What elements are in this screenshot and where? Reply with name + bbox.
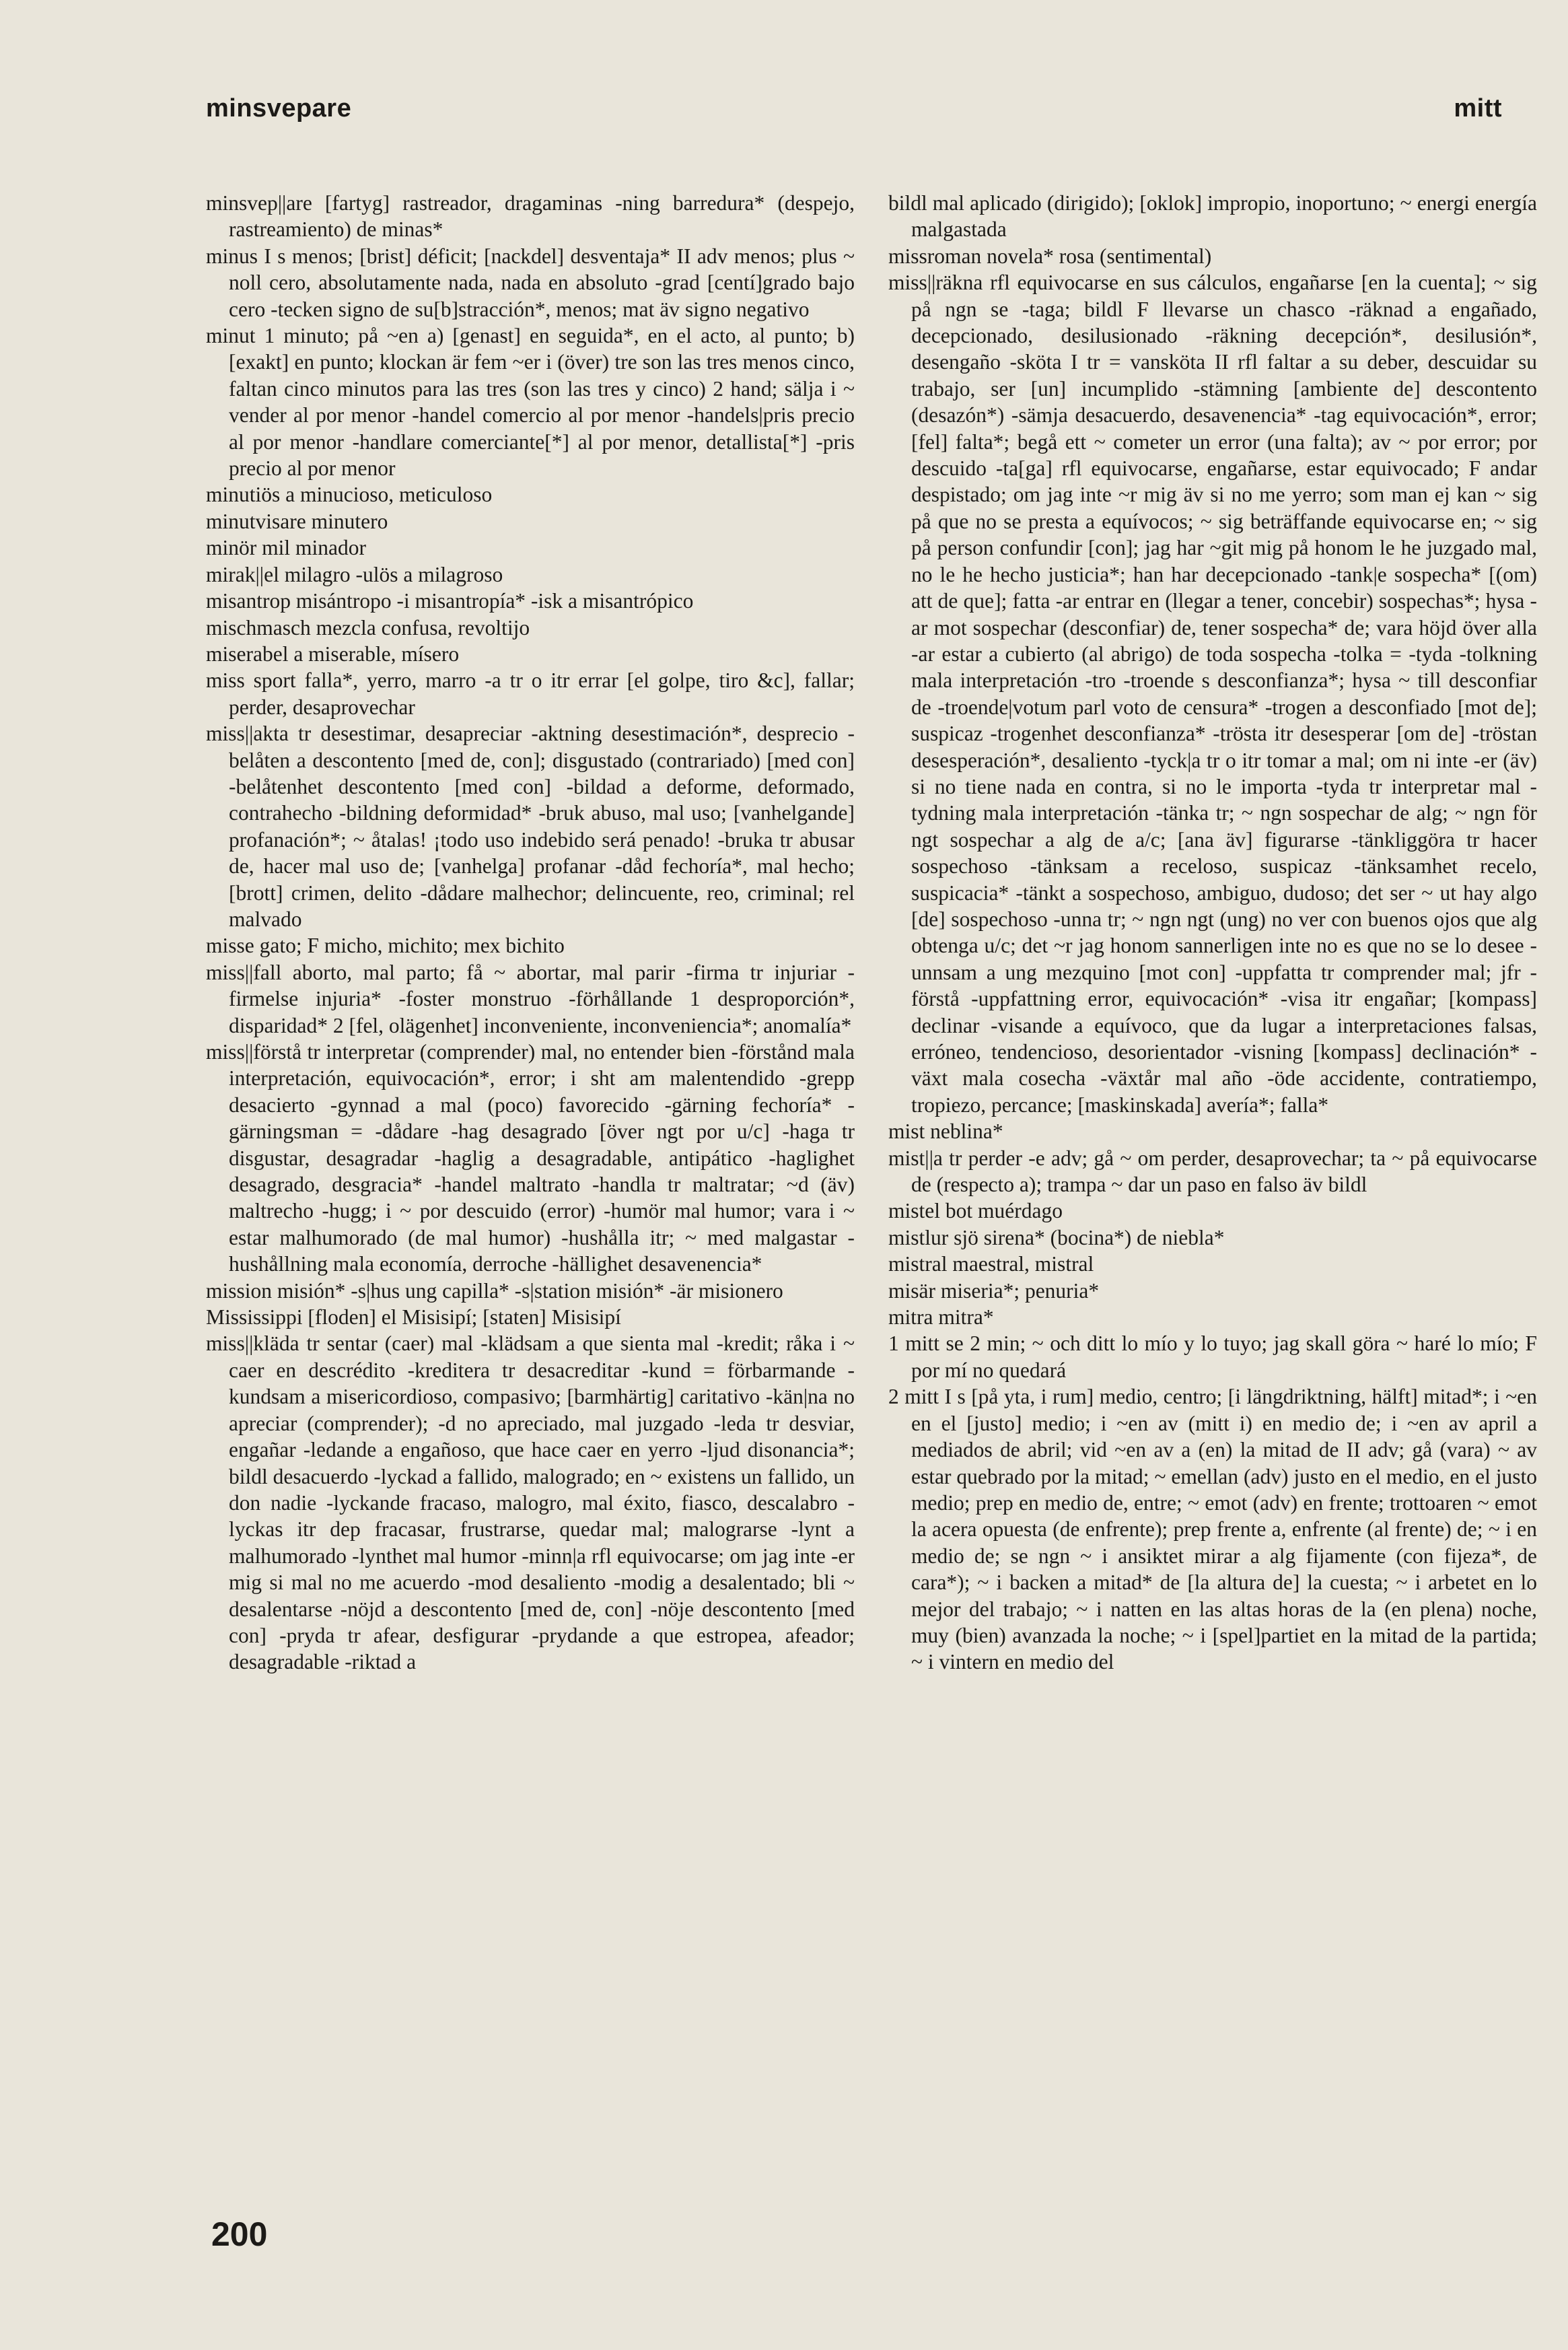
entry-mischmasch: mischmasch mezcla confusa, revoltijo (206, 615, 530, 640)
entry-missforsta: miss||förstå tr interpretar (comprender) mal, no entender bien -förstånd mala interpretación, equivocación*, error; i sht am malentendido -grepp desacierto -gynnad a mal (poco) favorecido -gärning fechoría* -gärningsman = -dådare -hag desagrado [över ngt por u/c] -haga tr disgustar, desagradar -haglig a desagradable, antipático -haglighet desagrado, desgracia* -handel maltrato -handla tr maltratar; ~d (äv) maltrecho -hugg; i ~ por descuido (error) -humör mal humor; vara i ~ estar malhumorado (de mal humor) -hushålla itr; ~ med malgastar -hushållning mala economía, derroche -hällighet desavenencia* (206, 1040, 855, 1276)
entry-mist: mist neblina* (888, 1119, 1003, 1144)
entry-mississippi: Mississippi [floden] el Misisipí; [staten] Misisipí (206, 1305, 621, 1329)
entry-minutios: minutiös a minucioso, meticuloso (206, 483, 493, 507)
entry-mitra: mitra mitra* (888, 1305, 994, 1329)
entry-mission: mission misión* -s|hus ung capilla* -s|station misión* -är misionero (206, 1278, 783, 1303)
entry-mistral: mistral maestral, mistral (888, 1252, 1094, 1276)
page-number: 200 (211, 2215, 268, 2253)
entry-minutvisare: minutvisare minutero (206, 509, 388, 533)
entry-mitt-2: 2 mitt I s [på yta, i rum] medio, centro; [i längdriktning, hälft] mitad*; i ~en en el [justo] medio; i ~en av (mitt i) en medio de; i ~en av april a mediados de abril; vid ~en av a (en) la mitad de II adv; gå (vara) ~ av estar quebrado por la mitad; ~ emellan (adv) justo en el medio, en el justo medio; prep en medio de, entre; ~ emot (adv) en frente; trottoaren ~ emot la acera opuesta (de enfrente); prep frente a, enfrente (al frente) de; ~ i en medio de; se ngn ~ i ansiktet mirar a alg fijamente (con fijeza*, de cara*); ~ i backen a mitad* de [la altura de] la cuesta; ~ i arbetet en lo mejor del trabajo; ~ i natten en las altas horas de la (en plena) noche, muy (bien) avanzada la noche; ~ i [spel]partiet en la mitad de la partida; ~ i vintern en medio del (888, 1385, 1537, 1674)
right-column (888, 190, 1537, 1675)
entry-missfall: miss||fall aborto, mal parto; få ~ abortar, mal parir -firma tr injuriar -firmelse injuria* -foster monstruo -förhållande 1 desproporción*, disparidad* 2 [fel, olägenhet] inconveniente, inconveniencia*; anomalía* (206, 960, 855, 1037)
entry-minsvepare: minsvep||are [fartyg] rastreador, dragaminas -ning barredura* (despejo, rastreamiento) de minas* (206, 191, 855, 242)
entry-continuation: bildl mal aplicado (dirigido); [oklok] impropio, inoportuno; ~ energi energía malgastada (888, 191, 1537, 242)
entry-miserabel: miserabel a miserable, mísero (206, 642, 460, 666)
entry-misar: misär miseria*; penuria* (888, 1278, 1100, 1303)
entry-missakta: miss||akta tr desestimar, desapreciar -aktning desestimación*, desprecio -belåten a descontento [med de, con]; disgustado (contrariado) [med con] -belåtenhet descontento [med con] -bildad a deforme, deformado, contrahecho -bildning deformidad* -bruk abuso, mal uso; [vanhelgande] profanación*; ~ åtalas! ¡todo uso indebido será penado! -bruka tr abusar de, hacer mal uso de; [vanhelga] profanar -dåd fechoría*, mal hecho; [brott] crimen, delito -dådare malhechor; delincuente, reo, criminal; rel malvado (206, 722, 855, 931)
entry-mistel: mistel bot muérdago (888, 1199, 1063, 1223)
entry-minus: minus I s menos; [brist] déficit; [nackdel] desventaja* II adv menos; plus ~ noll cero, absolutamente nada, nada en absoluto -grad [centí]grado bajo cero -tecken signo de su[b]stracción*, menos; mat äv signo negativo (206, 244, 855, 321)
entry-missrakna: miss||räkna rfl equivocarse en sus cálculos, engañarse [en la cuenta]; ~ sig på ngn se -taga; bildl F llevarse un chasco -räknad a engañado, decepcionado, desilusionado -räkning decepción*, desilusión*, desengaño -sköta I tr = vansköta II rfl faltar a su deber, descuidar su trabajo, ser [un] incumplido -stämning [ambiente de] descontento (desazón*) -sämja desacuerdo, desavenencia* -tag equivocación*, error; [fel] falta*; begå ett ~ cometer un error (una falta); av ~ por error; por descuido -ta[ga] rfl equivocarse, engañarse, estar equivocado; F andar despistado; om jag inte ~r mig äv si no me yerro; som man ej kan ~ sig på que no se presta a equívocos; ~ sig beträffande equivocarse en; ~ sig på person confundir [con]; jag har ~git mig på honom le he juzgado mal, no le he hecho justicia*; han har decepcionado -tank|e sospecha* [(om) att de que]; fatta -ar entrar en (llegar a tener, concebir) sospechas*; hysa -ar mot sospechar (desconfiar) de, tener sospecha* de; vara höjd över alla -ar estar a cubierto (al abrigo) de toda sospecha -tolka = -tyda -tolkning mala interpretación -tro -troende s desconfianza*; hysa ~ till desconfiar de -troende|votum parl voto de censura* -trogen a desconfiado [mot de]; suspicaz -trogenhet desconfianza* -trösta itr desesperar [om de] -tröstan desesperación*, desaliento -tyck|a tr o itr tomar a mal; om ni inte -er (äv) si no tiene nada en contra, si no le importa -tyda tr interpretar mal -tydning mala interpretación -tänka tr; ~ ngn sospechar de alg; ~ ngn för ngt sospechar a alg de a/c; [ana äv] figurarse -tänkliggöra tr hacer sospechoso -tänksam a receloso, suspicaz -tänksamhet recelo, suspicacia* -tänkt a sospechoso, ambiguo, dudoso; det ser ~ ut hay algo [de] sospechoso -unna tr; ~ ngn ngt (ung) no ver con buenos ojos que alg obtenga u/c; det ~r jag honom sannerligen inte no es que no se lo desee -unnsam a ung mezquino [mot con] -uppfatta tr comprender mal; jfr -förstå -uppfattning error, equivocación* -visa itr engañar; [kompass] declinar -visande a equívoco, que da lugar a interpretaciones falsas, erróneo, tendencioso, desorientador -visning [kompass] declinación* -växt mala cosecha -växtår mal año -öde accidente, contratiempo, tropiezo, percance; [maskinskada] avería*; falla* (888, 271, 1537, 1117)
right-guide-word: mitt (1454, 94, 1502, 123)
entry-misse: misse gato; F micho, michito; mex bichito (206, 934, 565, 958)
entry-miss: miss sport falla*, yerro, marro -a tr o itr errar [el golpe, tiro &c], fallar; perder, desaprovechar (206, 668, 855, 719)
entry-mista: mist||a tr perder -e adv; gå ~ om perder, desaprovechar; ta ~ på equivocarse de (respecto a); trampa ~ dar un paso en falso äv bildl (888, 1146, 1537, 1197)
entry-minut: minut 1 minuto; på ~en a) [genast] en seguida*, en el acto, al punto; b) [exakt] en punto; klockan är fem ~er i (över) tre son las tres menos cinco, faltan cinco minutos para las tres (son las tres y cinco) 2 hand; sälja i ~ vender al por menor -handel comercio al por menor -handels|pris precio al por menor -handlare comerciante[*] al por menor, detallista[*] -pris precio al por menor (206, 324, 855, 481)
entry-minor: minör mil minador (206, 536, 366, 560)
entry-mirakel: mirak||el milagro -ulös a milagroso (206, 562, 503, 586)
entry-mitt-1: 1 mitt se 2 min; ~ och ditt lo mío y lo tuyo; jag skall göra ~ haré lo mío; F por mí no quedará (888, 1332, 1537, 1382)
entry-missroman: missroman novela* rosa (sentimental) (888, 244, 1212, 268)
left-guide-word: minsvepare (206, 94, 352, 123)
entry-mistlur: mistlur sjö sirena* (bocina*) de niebla* (888, 1225, 1225, 1249)
left-column (206, 190, 855, 1675)
entry-misantrop: misantrop misántropo -i misantropía* -isk a misantrópico (206, 589, 694, 613)
entry-misskläda: miss||kläda tr sentar (caer) mal -klädsam a que sienta mal -kredit; råka i ~ caer en descrédito -kreditera tr desacreditar -kund = förbarmande -kundsam a misericordioso, compasivo; [barmhärtig] caritativo -kän|na no apreciar (comprender); -d no apreciado, mal juzgado -leda tr desviar, engañar -ledande a engañoso, que hace caer en yerro -ljud disonancia*; bildl desacuerdo -lyckad a fallido, malogrado; en ~ existens un fallido, un don nadie -lyckande fracaso, malogro, mal éxito, fiasco, descalabro -lyckas itr dep fracasar, frustrarse, quedar mal; malograrse -lynt a malhumorado -lynthet mal humor -minn|a rfl equivocarse; om jag inte -er mig si mal no me acuerdo -mod desaliento -modig a desalentado; bli ~ desalentarse -nöjd a descontento [med de, con] -nöje descontento [med con] -pryda tr afear, desfigurar -prydande a que estropea, afeador; desagradable -riktad a (206, 1332, 855, 1674)
